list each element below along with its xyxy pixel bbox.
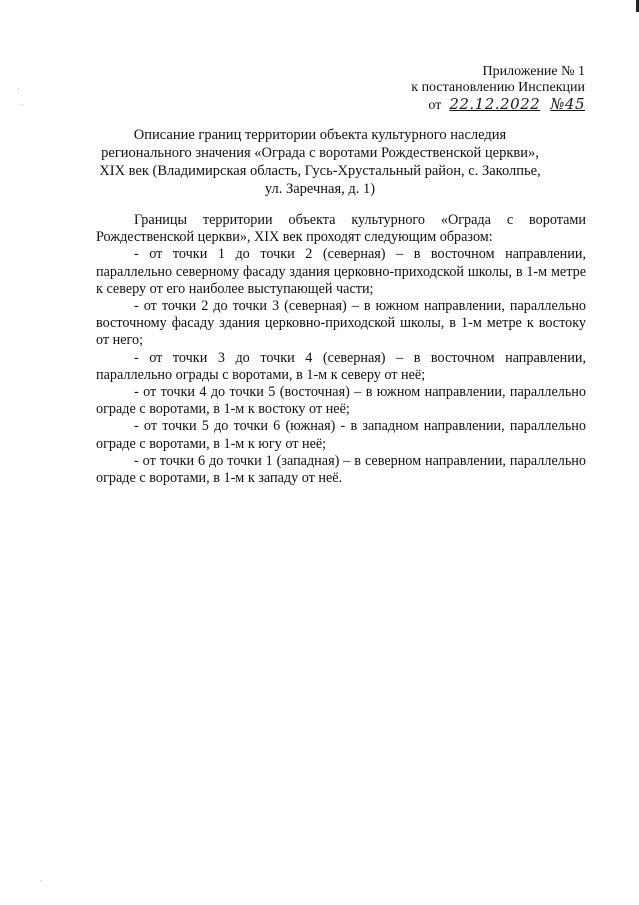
document-title [88, 126, 552, 198]
boundary-item: - от точки 6 до точки 1 (западная) – в северном направлении, параллельно ограде с воротами, в 1-м к западу от неё. [96, 452, 586, 487]
scan-speck [22, 104, 23, 105]
boundary-item: - от точки 4 до точки 5 (восточная) – в южном направлении, параллельно ограде с воротами, в 1-м к востоку от неё; [96, 384, 586, 418]
appendix-number: Приложение № 1 [482, 64, 585, 79]
intro-paragraph: Границы территории объекта культурного «Ограда с воротами Рождественской церкви», XIX век проходят следующим образом: [96, 212, 586, 246]
document-body [96, 212, 586, 487]
title-line-3: XIX век (Владимирская область, Гусь-Хрустальный район, с. Заколпье, [99, 163, 541, 179]
boundary-item: - от точки 1 до точки 2 (северная) – в восточном направлении, параллельно северному фасаду здания церковно-приходской школы, в 1-м метре к северу от его наиболее выступающей части; [96, 246, 586, 297]
boundary-item: - от точки 5 до точки 6 (южная) - в западном направлении, параллельно ограде с воротами, в 1-м к югу от неё; [96, 418, 586, 452]
resolution-date-number [411, 96, 585, 114]
date-prefix: от [428, 98, 442, 113]
appendix-header [411, 64, 585, 114]
resolution-reference: к постановлению Инспекции [411, 80, 585, 95]
title-line-1: Описание границ территории объекта культурного наследия [133, 127, 507, 143]
boundary-item: - от точки 2 до точки 3 (северная) – в южном направлении, параллельно восточному фасаду здания церковно-приходской школы, в 1-м метре к востоку от него; [96, 298, 586, 349]
scan-speck [18, 88, 19, 89]
handwritten-number: №45 [550, 95, 585, 113]
title-line-4: ул. Заречная, д. 1) [264, 181, 376, 197]
boundary-item: - от точки 3 до точки 4 (северная) – в восточном направлении, параллельно ограды с воротами, в 1-м к северу от неё; [96, 349, 586, 383]
title-line-2: регионального значения «Ограда с воротами Рождественской церкви», [101, 145, 539, 161]
handwritten-date: 22.12.2022 [449, 95, 541, 113]
scan-speck [40, 880, 41, 881]
